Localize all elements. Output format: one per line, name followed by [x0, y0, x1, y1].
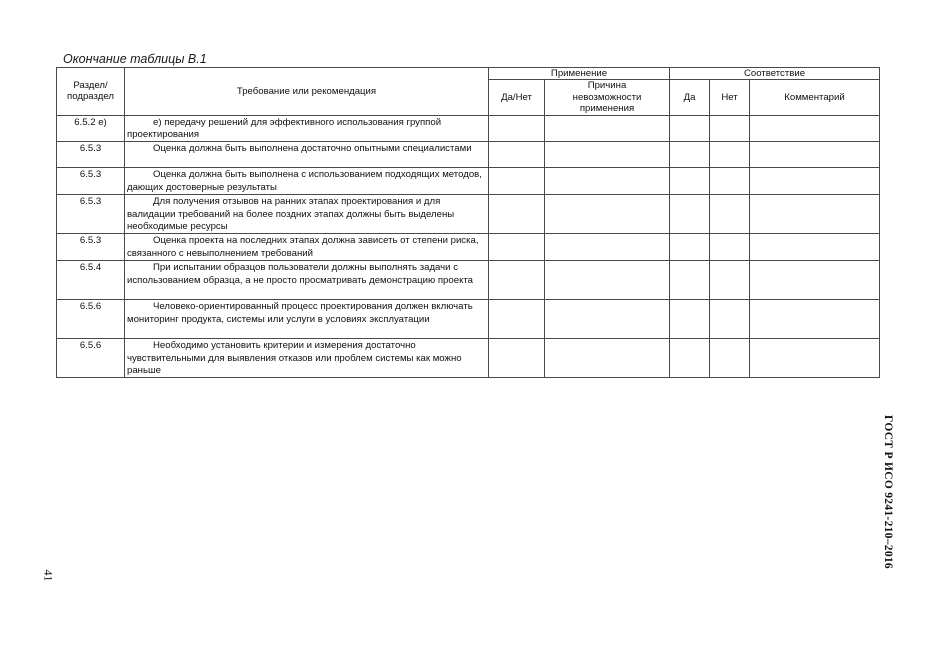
cell-comment [750, 261, 880, 300]
cell-comment [750, 234, 880, 261]
requirements-table-container [56, 67, 879, 378]
row-section: 6.5.4 [57, 261, 125, 300]
row-requirement: Оценка проекта на последних этапах должна зависеть от степени риска, связанного с невыполнением требований [127, 235, 479, 259]
row-section: 6.5.3 [57, 234, 125, 261]
table-row [57, 168, 880, 195]
row-section: 6.5.6 [57, 300, 125, 339]
cell-reason [545, 339, 670, 378]
table-row [57, 195, 880, 234]
header-yes-no: Да/Нет [489, 80, 545, 116]
row-requirement: Для получения отзывов на ранних этапах проектирования и для валидации требований на более поздних этапах должны быть выделены необходимые ресурсы [127, 196, 455, 232]
cell-no [710, 115, 750, 142]
row-requirement: Необходимо установить критерии и измерения достаточно чувствительными для выявления отказов или проблем системы как можно раньше [127, 340, 462, 376]
cell-yes-no [489, 300, 545, 339]
table-row [57, 115, 880, 142]
row-section: 6.5.3 [57, 168, 125, 195]
cell-comment [750, 168, 880, 195]
cell-comment [750, 339, 880, 378]
table-row [57, 339, 880, 378]
header-section: Раздел/ подраздел [57, 68, 125, 116]
header-application: Применение [489, 68, 670, 80]
row-requirement: Человеко-ориентированный процесс проектирования должен включать мониторинг продукта, системы или услуги в условиях эксплуатации [127, 301, 473, 325]
requirements-table [56, 67, 880, 378]
cell-yes [670, 261, 710, 300]
row-section: 6.5.2 е) [57, 115, 125, 142]
row-requirement: Оценка должна быть выполнена с использованием подходящих методов, дающих достоверные результаты [127, 169, 482, 193]
cell-reason [545, 195, 670, 234]
cell-yes [670, 234, 710, 261]
row-requirement: Оценка должна быть выполнена достаточно опытными специалистами [153, 143, 472, 155]
cell-no [710, 234, 750, 261]
cell-yes-no [489, 115, 545, 142]
table-caption: Окончание таблицы В.1 [63, 52, 207, 66]
cell-reason [545, 300, 670, 339]
cell-yes [670, 195, 710, 234]
cell-no [710, 339, 750, 378]
table-row [57, 142, 880, 168]
cell-reason [545, 261, 670, 300]
header-yes: Да [670, 80, 710, 116]
header-compliance: Соответствие [670, 68, 880, 80]
table-row [57, 261, 880, 300]
cell-reason [545, 234, 670, 261]
header-reason: Причина невозможности применения [545, 80, 670, 116]
cell-yes-no [489, 195, 545, 234]
cell-no [710, 261, 750, 300]
cell-no [710, 168, 750, 195]
standard-designation-text: ГОСТ Р ИСО 9241-210–2016 [882, 415, 894, 569]
cell-reason [545, 115, 670, 142]
cell-yes [670, 168, 710, 195]
cell-yes [670, 300, 710, 339]
cell-comment [750, 115, 880, 142]
cell-yes-no [489, 142, 545, 168]
page-number: 41 [41, 569, 56, 582]
cell-reason [545, 168, 670, 195]
cell-no [710, 142, 750, 168]
cell-comment [750, 142, 880, 168]
cell-no [710, 300, 750, 339]
cell-no [710, 195, 750, 234]
table-row [57, 300, 880, 339]
cell-reason [545, 142, 670, 168]
header-comment: Комментарий [750, 80, 880, 116]
cell-yes-no [489, 168, 545, 195]
cell-yes [670, 142, 710, 168]
cell-yes [670, 339, 710, 378]
row-section: 6.5.3 [57, 142, 125, 168]
row-requirement: е) передачу решений для эффективного использования группой проектирования [127, 116, 442, 140]
table-row [57, 234, 880, 261]
row-section: 6.5.6 [57, 339, 125, 378]
cell-comment [750, 300, 880, 339]
cell-yes [670, 115, 710, 142]
cell-comment [750, 195, 880, 234]
cell-yes-no [489, 261, 545, 300]
row-section: 6.5.3 [57, 195, 125, 234]
row-requirement: При испытании образцов пользователи должны выполнять задачи с использованием образца, а не просто просматривать демонстрацию проекта [127, 262, 473, 286]
header-no: Нет [710, 80, 750, 116]
cell-yes-no [489, 234, 545, 261]
cell-yes-no [489, 339, 545, 378]
header-requirement: Требование или рекомендация [125, 68, 489, 116]
